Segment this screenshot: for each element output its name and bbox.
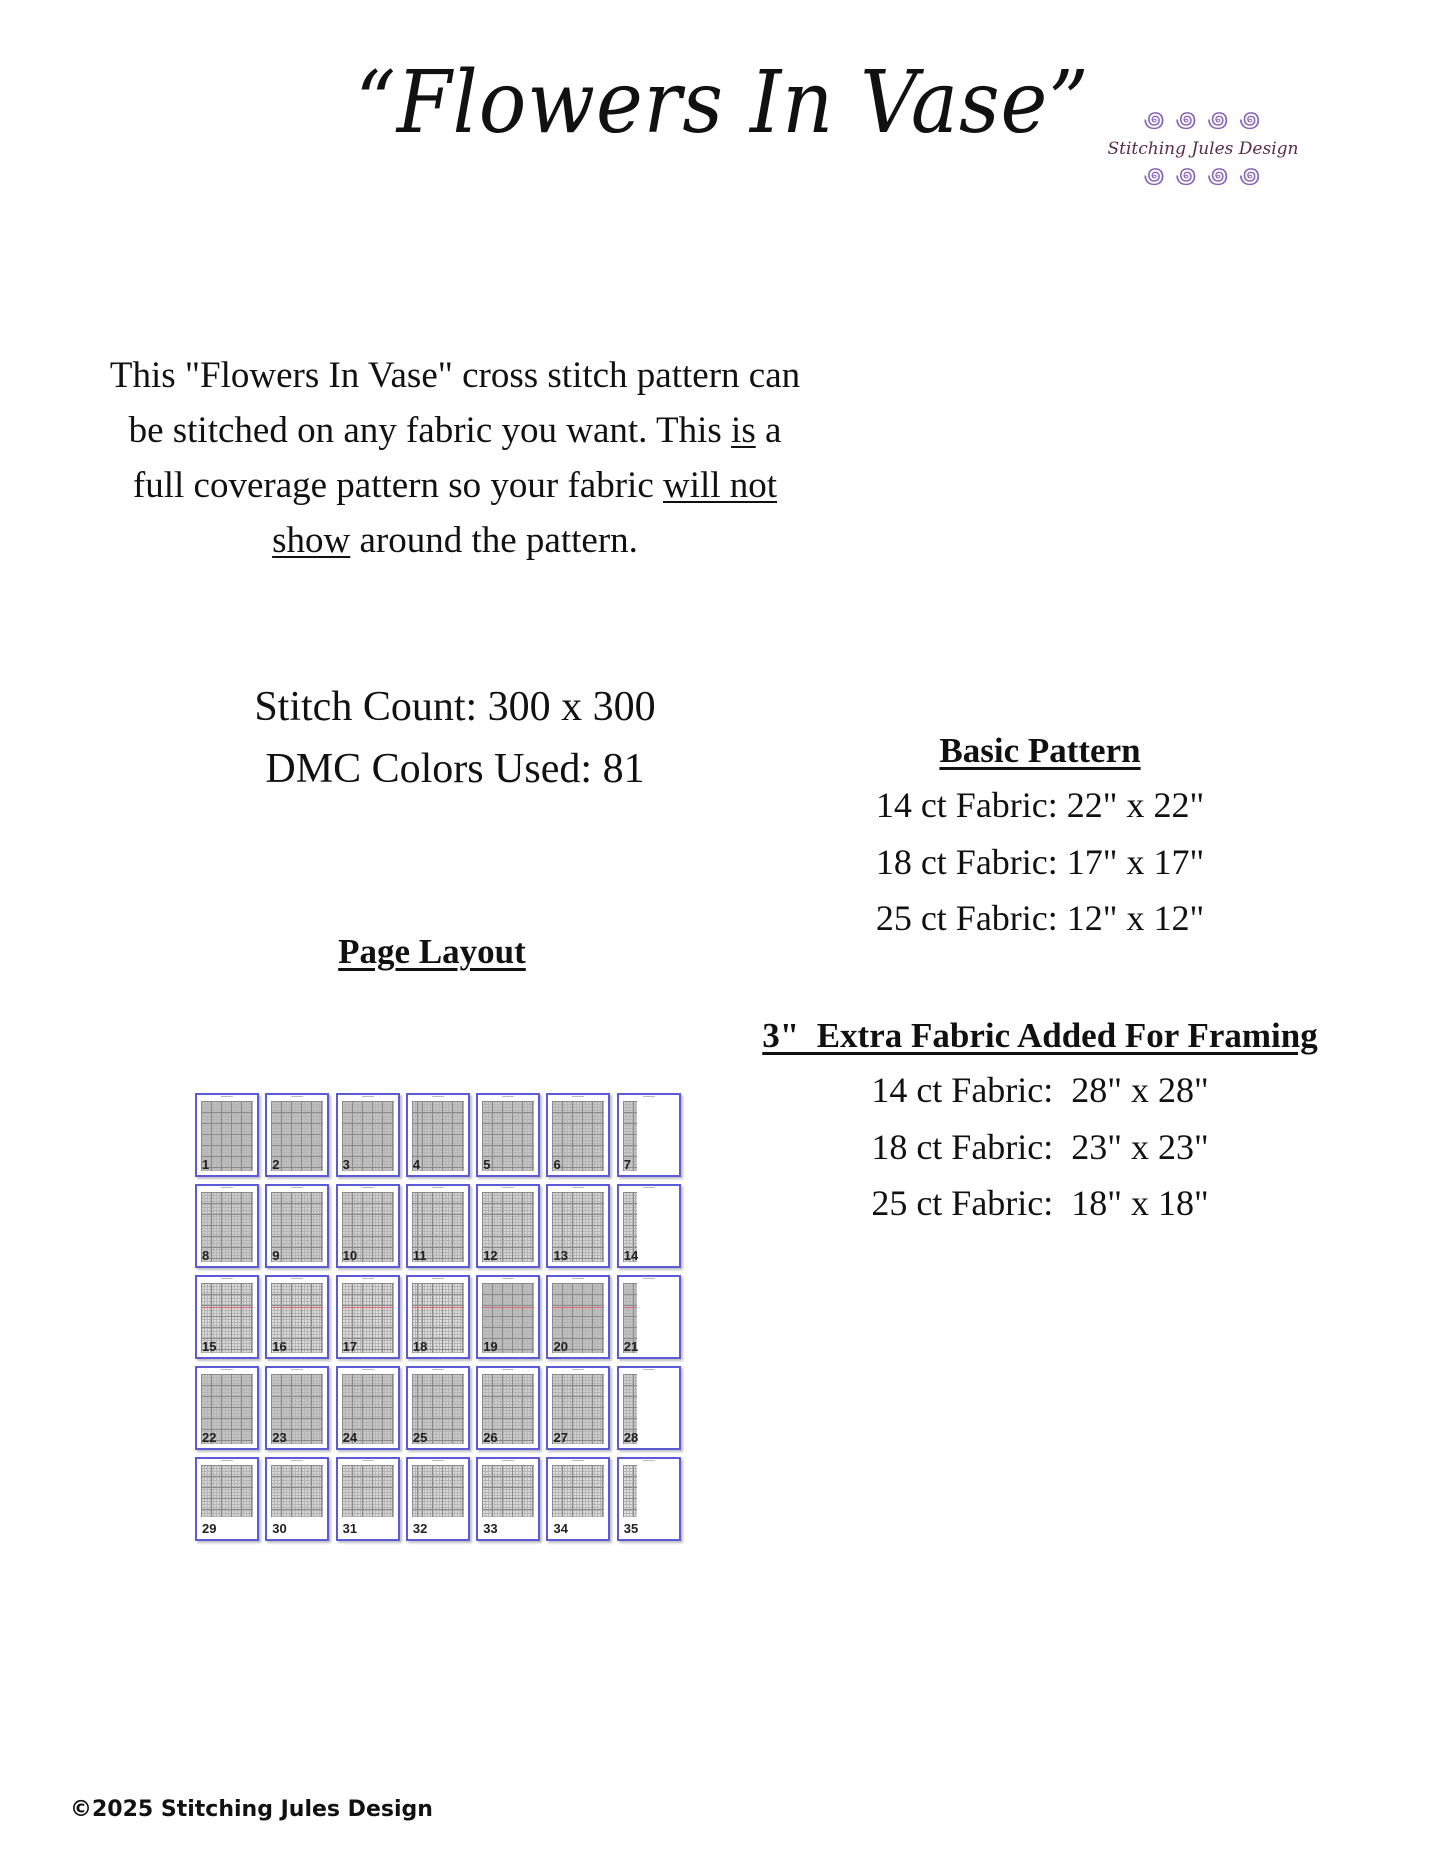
basic-size-18ct: 18 ct Fabric: 17" x 17" [875,841,1205,882]
thumbnail-caption [408,1187,468,1189]
page-thumbnail [546,1184,610,1268]
page-number: 1 [202,1157,210,1172]
page-number: 16 [272,1339,287,1354]
thumbnail-caption [197,1096,257,1098]
page-number: 10 [342,1248,358,1263]
page-layout-heading [232,932,632,972]
framing-size-14ct: 14 ct Fabric: 28" x 28" [871,1070,1209,1110]
stitch-count: Stitch Count: 300 x 300 [254,684,656,730]
page-number: 8 [202,1248,210,1263]
page-thumbnail [336,1366,400,1450]
page-thumbnail [546,1366,610,1450]
page-thumbnail [617,1184,681,1268]
page-thumbnail [546,1275,610,1359]
desc-emphasis-is: is [731,410,756,451]
page-thumbnail [406,1093,470,1177]
page-thumbnail [265,1184,329,1268]
desc-text-3: around the pattern. [350,520,638,561]
page-number: 34 [553,1521,568,1536]
page-number: 31 [342,1521,358,1536]
thumbnail-caption [197,1460,257,1462]
thumbnail-caption [548,1278,608,1280]
page-number: 12 [483,1248,498,1263]
page-number: 32 [412,1521,428,1536]
thumbnail-caption [338,1278,398,1280]
thumbnail-chart-grid [623,1465,637,1517]
thumbnail-caption [338,1369,398,1371]
logo-brand-name: Stitching Jules Design [1107,139,1299,159]
page-thumbnail [476,1184,540,1268]
page-thumbnail [195,1184,259,1268]
page-number: 22 [202,1430,217,1445]
page-thumbnail [617,1093,681,1177]
page-number: 33 [483,1521,498,1536]
thumbnail-caption [548,1460,608,1462]
page-thumbnail [265,1275,329,1359]
thumbnail-chart-grid [201,1465,253,1517]
page-thumbnail [406,1184,470,1268]
page-number: 35 [623,1521,639,1536]
page-number: 7 [623,1157,632,1172]
page-thumbnail [336,1184,400,1268]
thumbnail-caption [267,1096,327,1098]
page-number: 23 [272,1430,287,1445]
page-number: 28 [623,1430,639,1445]
thumbnail-caption [408,1096,468,1098]
page-number: 5 [483,1157,491,1172]
page-number: 4 [412,1157,421,1172]
page-number: 29 [202,1521,217,1536]
thumbnail-caption [338,1460,398,1462]
thumbnail-chart-grid [271,1465,323,1517]
thumbnail-chart-grid [412,1465,464,1517]
page-thumbnail [476,1457,540,1541]
page-thumbnail [406,1366,470,1450]
page-thumbnail [617,1275,681,1359]
center-marker-vertical [417,1465,418,1517]
thumbnail-caption [478,1096,538,1098]
thumbnail-caption [267,1187,327,1189]
center-marker-horizontal [412,1307,464,1308]
page-thumbnail [265,1093,329,1177]
pattern-stats [155,676,755,800]
thumbnail-caption [478,1278,538,1280]
page-number: 24 [342,1430,358,1445]
framing-section [720,1010,1360,1232]
page-number: 25 [412,1430,428,1445]
thumbnail-caption [408,1369,468,1371]
thumbnail-caption [619,1460,679,1462]
page-thumbnail [617,1457,681,1541]
basic-size-25ct: 25 ct Fabric: 12" x 12" [875,898,1205,938]
basic-size-14ct: 14 ct Fabric: 22" x 22" [875,785,1205,825]
page-thumbnail [195,1275,259,1359]
basic-pattern-section [740,725,1340,947]
page-number: 2 [272,1157,280,1172]
thumbnail-caption [197,1369,257,1371]
thumbnail-caption [197,1278,257,1280]
thumbnail-caption [197,1187,257,1189]
page-thumbnail [476,1275,540,1359]
thumbnail-caption [267,1369,327,1371]
page-number: 18 [412,1339,428,1354]
framing-heading: 3" Extra Fabric Added For Framing [762,1016,1318,1055]
framing-size-25ct: 25 ct Fabric: 18" x 18" [871,1183,1209,1223]
page-number: 30 [272,1521,287,1536]
pattern-description [105,348,805,568]
thumbnail-caption [478,1187,538,1189]
thumbnail-caption [619,1369,679,1371]
center-marker-horizontal [271,1307,323,1308]
basic-pattern-heading: Basic Pattern [939,731,1141,770]
page-thumbnail [336,1457,400,1541]
thumbnail-chart-grid [482,1465,534,1517]
page-number: 11 [412,1248,427,1263]
thumbnail-caption [619,1278,679,1280]
brand-logo [1106,108,1300,220]
copyright-footer: ©2025 Stitching Jules Design [70,1797,433,1822]
desc-emphasis-will-not-show: will not show [272,465,778,561]
page-thumbnail [336,1093,400,1177]
swirl-ornament-top-icon: ꩜ ꩜ ꩜ ꩜ [1143,108,1263,133]
page-number: 14 [623,1248,639,1263]
desc-text-1: This "Flowers In Vase" cross stitch pattern can be stitched on any fabric you want. This [109,355,801,451]
page-number: 27 [553,1430,568,1445]
page-number: 3 [342,1157,350,1172]
thumbnail-caption [267,1460,327,1462]
thumbnail-caption [338,1096,398,1098]
page-thumbnail [546,1093,610,1177]
page-number: 26 [483,1430,498,1445]
framing-size-18ct: 18 ct Fabric: 23" x 23" [871,1126,1209,1167]
center-marker-horizontal [623,1307,637,1308]
thumbnail-caption [408,1460,468,1462]
page-number: 6 [553,1157,561,1172]
dmc-colors-used: DMC Colors Used: 81 [265,746,645,792]
thumbnail-caption [338,1187,398,1189]
thumbnail-caption [478,1369,538,1371]
page-number: 17 [342,1339,358,1354]
thumbnail-caption [548,1187,608,1189]
page-thumbnail [476,1093,540,1177]
page-layout-heading-text: Page Layout [338,932,526,971]
page-number: 13 [553,1248,568,1263]
page-thumbnail [406,1457,470,1541]
page-thumbnail [195,1457,259,1541]
desc-text-2: a full coverage pattern so your fabric [132,410,782,506]
page-thumbnail [406,1275,470,1359]
swirl-ornament-bottom-icon: ꩜ ꩜ ꩜ ꩜ [1143,164,1263,189]
page-title: “Flowers In Vase” [355,53,1090,153]
page-thumbnail [195,1093,259,1177]
page-layout-grid [195,1093,685,1541]
center-marker-horizontal [552,1307,604,1308]
page-thumbnail [336,1275,400,1359]
page-thumbnail [195,1366,259,1450]
thumbnail-caption [548,1096,608,1098]
thumbnail-caption [478,1460,538,1462]
thumbnail-chart-grid [552,1465,604,1517]
center-marker-horizontal [201,1307,253,1308]
center-marker-horizontal [342,1307,394,1308]
page-number: 15 [202,1339,217,1354]
thumbnail-caption [619,1096,679,1098]
page-number: 9 [272,1248,280,1263]
thumbnail-caption [408,1278,468,1280]
page-thumbnail [617,1366,681,1450]
page-thumbnail [476,1366,540,1450]
center-marker-horizontal [482,1307,534,1308]
page-number: 21 [623,1339,639,1354]
page-thumbnail [546,1457,610,1541]
page-number: 20 [553,1339,568,1354]
thumbnail-chart-grid [342,1465,394,1517]
thumbnail-caption [619,1187,679,1189]
page-number: 19 [483,1339,498,1354]
thumbnail-caption [267,1278,327,1280]
page-thumbnail [265,1457,329,1541]
thumbnail-caption [548,1369,608,1371]
page-thumbnail [265,1366,329,1450]
